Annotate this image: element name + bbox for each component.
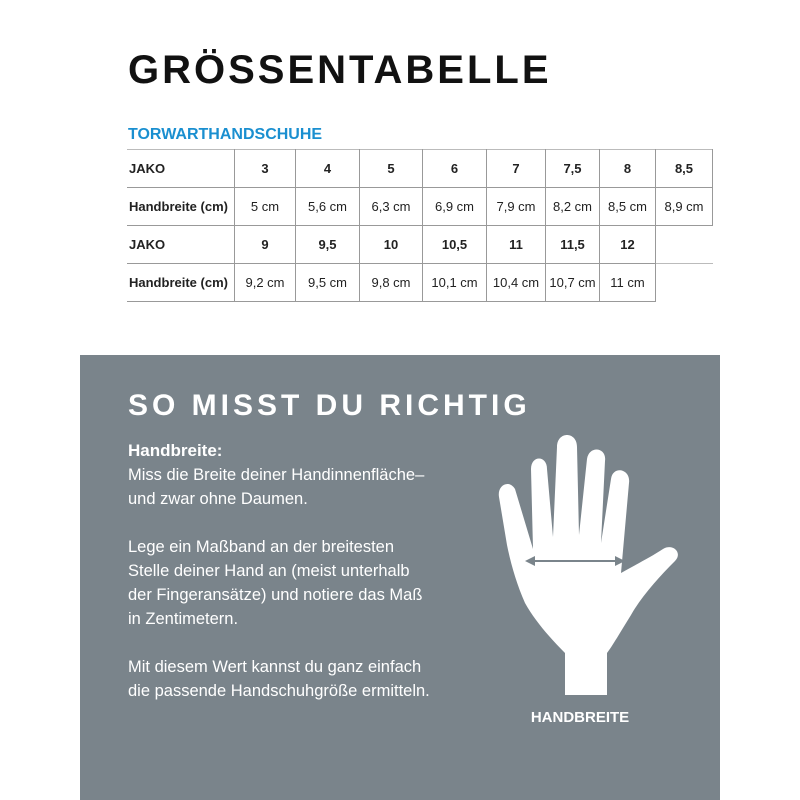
- size-table: [127, 149, 713, 302]
- text-line: Stelle deiner Hand an (meist unterhalb: [128, 562, 410, 580]
- width-cell: 10,4 cm: [487, 264, 546, 302]
- size-cell: 3: [235, 150, 296, 188]
- table-row: [127, 188, 713, 226]
- instruction-paragraph-2: [128, 535, 422, 631]
- width-cell: 6,3 cm: [360, 188, 423, 226]
- text-line: Miss die Breite deiner Handinnenfläche–: [128, 466, 425, 484]
- size-cell: 11,5: [546, 226, 600, 264]
- text-line: Mit diesem Wert kannst du ganz einfach: [128, 658, 422, 676]
- hand-label: HANDBREITE: [530, 709, 630, 726]
- empty-cell: [656, 264, 713, 302]
- measurement-panel: [80, 355, 720, 800]
- table-subtitle: TORWARTHANDSCHUHE: [128, 126, 323, 143]
- row-label: Handbreite (cm): [127, 264, 235, 302]
- table-row: [127, 226, 713, 264]
- width-cell: 8,9 cm: [656, 188, 713, 226]
- hand-icon: [495, 425, 685, 705]
- instruction-paragraph-3: [128, 655, 430, 703]
- page-title: GRÖSSENTABELLE: [128, 48, 552, 92]
- row-label: JAKO: [127, 226, 235, 264]
- size-cell: 6: [423, 150, 487, 188]
- empty-cell: [656, 226, 713, 264]
- size-cell: 12: [600, 226, 656, 264]
- width-cell: 10,1 cm: [423, 264, 487, 302]
- size-cell: 8: [600, 150, 656, 188]
- size-cell: 8,5: [656, 150, 713, 188]
- text-line: die passende Handschuhgröße ermitteln.: [128, 682, 430, 700]
- table-row: [127, 264, 713, 302]
- size-cell: 11: [487, 226, 546, 264]
- size-cell: 5: [360, 150, 423, 188]
- text-line: und zwar ohne Daumen.: [128, 490, 308, 508]
- instruction-paragraph-1: [128, 463, 424, 511]
- width-cell: 9,8 cm: [360, 264, 423, 302]
- size-cell: 9: [235, 226, 296, 264]
- width-cell: 11 cm: [600, 264, 656, 302]
- width-cell: 5 cm: [235, 188, 296, 226]
- size-cell: 10: [360, 226, 423, 264]
- width-cell: 6,9 cm: [423, 188, 487, 226]
- row-label: JAKO: [127, 150, 235, 188]
- table-row: [127, 150, 713, 188]
- text-line: in Zentimetern.: [128, 610, 239, 628]
- size-cell: 7: [487, 150, 546, 188]
- width-cell: 8,2 cm: [546, 188, 600, 226]
- panel-title: SO MISST DU RICHTIG: [128, 389, 531, 422]
- width-cell: 8,5 cm: [600, 188, 656, 226]
- size-cell: 10,5: [423, 226, 487, 264]
- size-cell: 9,5: [296, 226, 360, 264]
- width-cell: 10,7 cm: [546, 264, 600, 302]
- size-cell: 4: [296, 150, 360, 188]
- size-cell: 7,5: [546, 150, 600, 188]
- width-cell: 9,5 cm: [296, 264, 360, 302]
- text-line: der Fingeransätze) und notiere das Maß: [128, 586, 423, 604]
- width-cell: 7,9 cm: [487, 188, 546, 226]
- width-cell: 5,6 cm: [296, 188, 360, 226]
- text-line: Lege ein Maßband an der breitesten: [128, 538, 395, 556]
- width-cell: 9,2 cm: [235, 264, 296, 302]
- measure-heading: Handbreite:: [128, 441, 223, 460]
- row-label: Handbreite (cm): [127, 188, 235, 226]
